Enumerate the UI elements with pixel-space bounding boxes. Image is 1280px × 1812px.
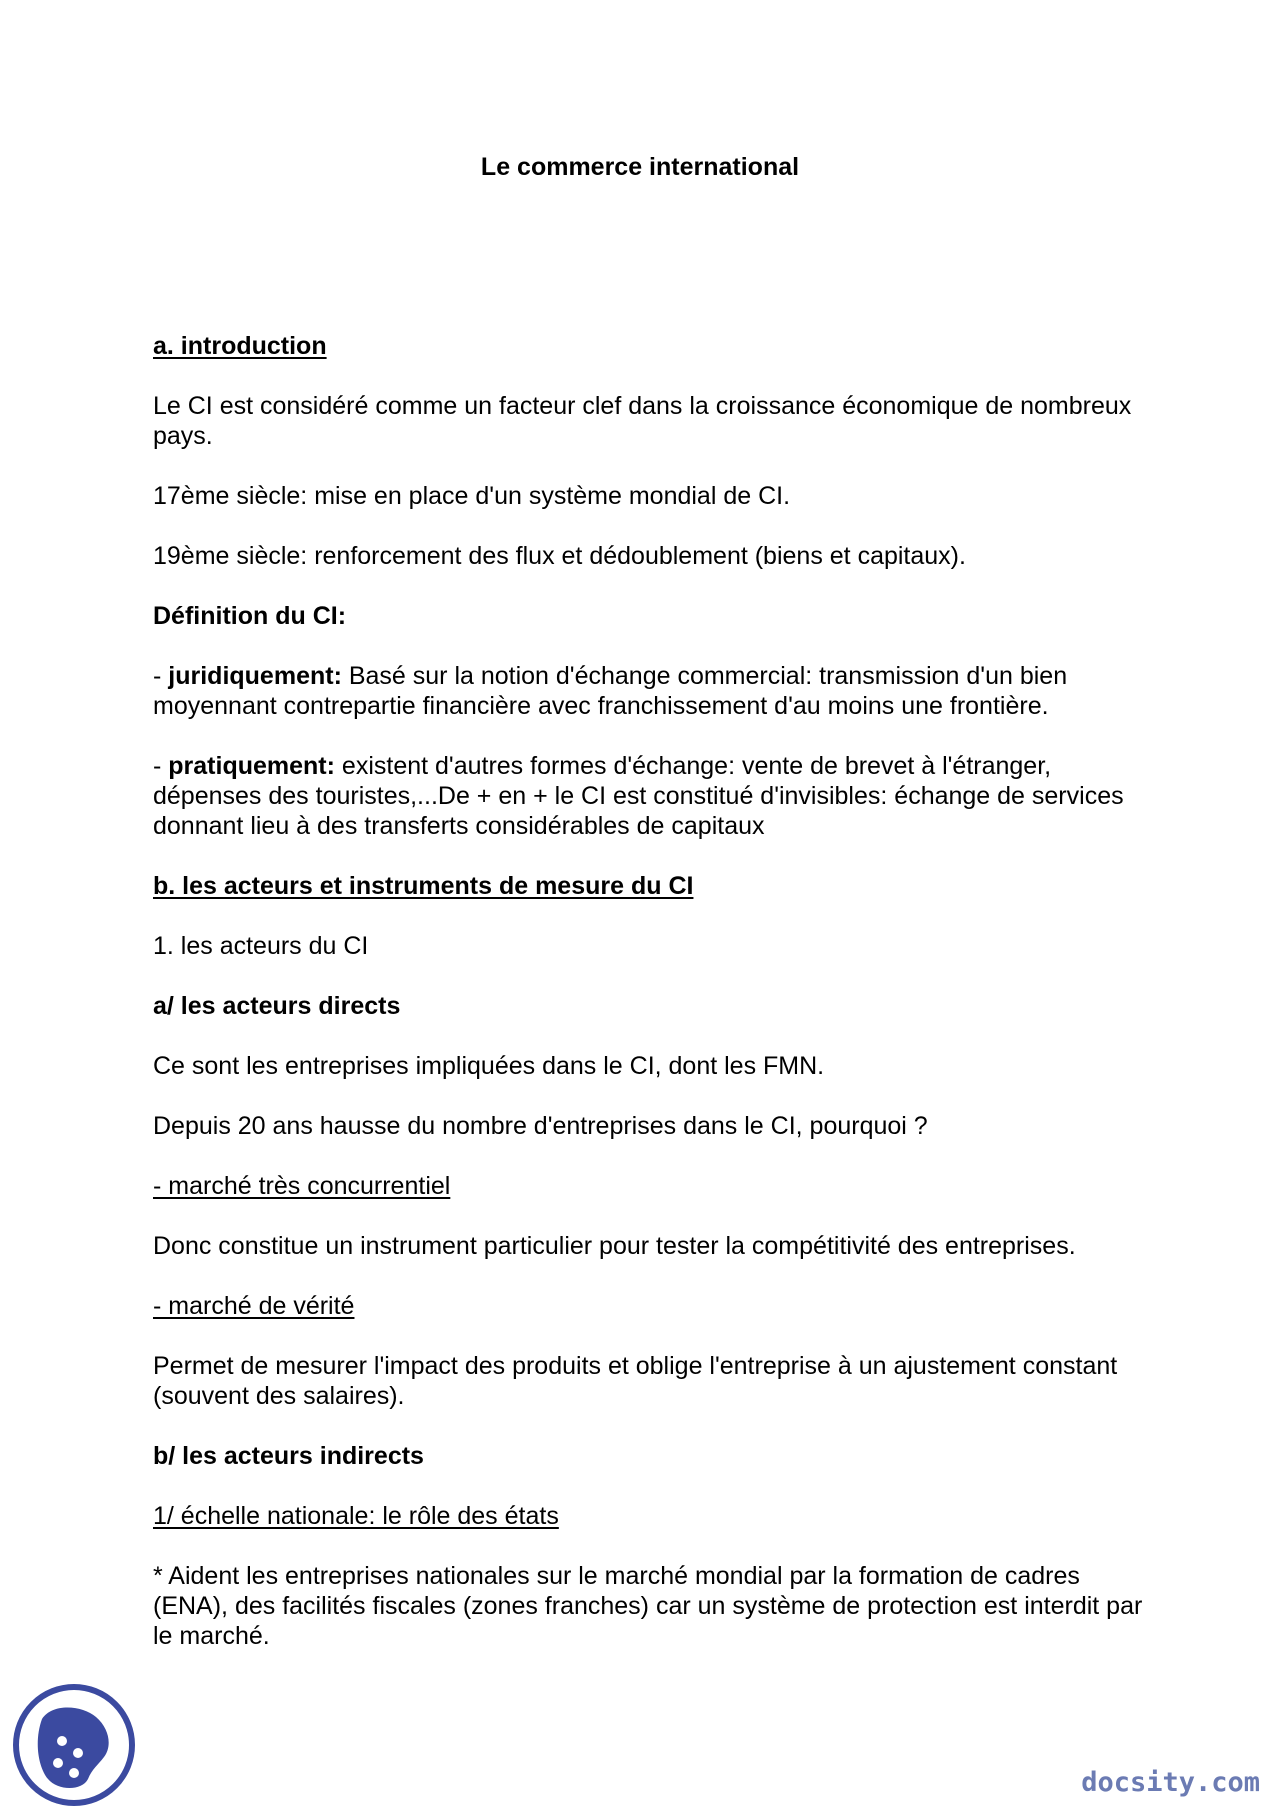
- paragraph: Ce sont les entreprises impliquées dans le CI, dont les FMN.: [153, 1052, 825, 1080]
- term-text: Basé sur la notion d'échange commercial: transmission d'un bien moyennant contrepartie financière avec franchissement d'au moins une frontière.: [153, 662, 1068, 720]
- paragraph: Depuis 20 ans hausse du nombre d'entreprises dans le CI, pourquoi ?: [153, 1112, 928, 1140]
- document-body: [153, 331, 1153, 1681]
- subheading-acteurs-directs: a/ les acteurs directs: [153, 992, 401, 1020]
- definition-heading: Définition du CI:: [153, 602, 347, 630]
- bullet-prefix: -: [153, 752, 169, 780]
- paragraph: Donc constitue un instrument particulier pour tester la compétitivité des entreprises.: [153, 1232, 1076, 1260]
- paragraph: 19ème siècle: renforcement des flux et dédoublement (biens et capitaux).: [153, 542, 966, 570]
- underlined-heading-echelle-nationale: 1/ échelle nationale: le rôle des états: [153, 1502, 559, 1530]
- paragraph-juridiquement: [153, 661, 1153, 721]
- underlined-heading-marche-verite: - marché de vérité: [153, 1292, 355, 1320]
- paragraph: Permet de mesurer l'impact des produits et oblige l'entreprise à un ajustement constant (souvent des salaires).: [153, 1352, 1118, 1410]
- docsity-logo-icon: [12, 1683, 136, 1807]
- term-label: juridiquement:: [168, 662, 342, 690]
- subheading-acteurs-indirects: b/ les acteurs indirects: [153, 1442, 424, 1470]
- paragraph: Le CI est considéré comme un facteur clef dans la croissance économique de nombreux pays.: [153, 392, 1132, 450]
- docsity-watermark: docsity.com: [1081, 1767, 1260, 1798]
- term-label: pratiquement:: [168, 752, 335, 780]
- term-text: existent d'autres formes d'échange: vente de brevet à l'étranger, dépenses des touristes,...De + en + le CI est constitué d'invisibles: échange de services donnant lieu à des transferts considérables de capitaux: [153, 752, 1124, 840]
- bullet-prefix: -: [153, 662, 169, 690]
- subsection-label: 1. les acteurs du CI: [153, 932, 369, 960]
- paragraph: * Aident les entreprises nationales sur le marché mondial par la formation de cadres (ENA), des facilités fiscales (zones franches) car un système de protection est interdit par le marché.: [153, 1562, 1143, 1650]
- page-title: Le commerce international: [480, 153, 800, 181]
- section-heading-acteurs: b. les acteurs et instruments de mesure du CI: [153, 872, 694, 900]
- paragraph-pratiquement: [153, 751, 1153, 841]
- underlined-heading-marche-concurrentiel: - marché très concurrentiel: [153, 1172, 451, 1200]
- paragraph: 17ème siècle: mise en place d'un système mondial de CI.: [153, 482, 791, 510]
- section-heading-introduction: a. introduction: [153, 332, 327, 360]
